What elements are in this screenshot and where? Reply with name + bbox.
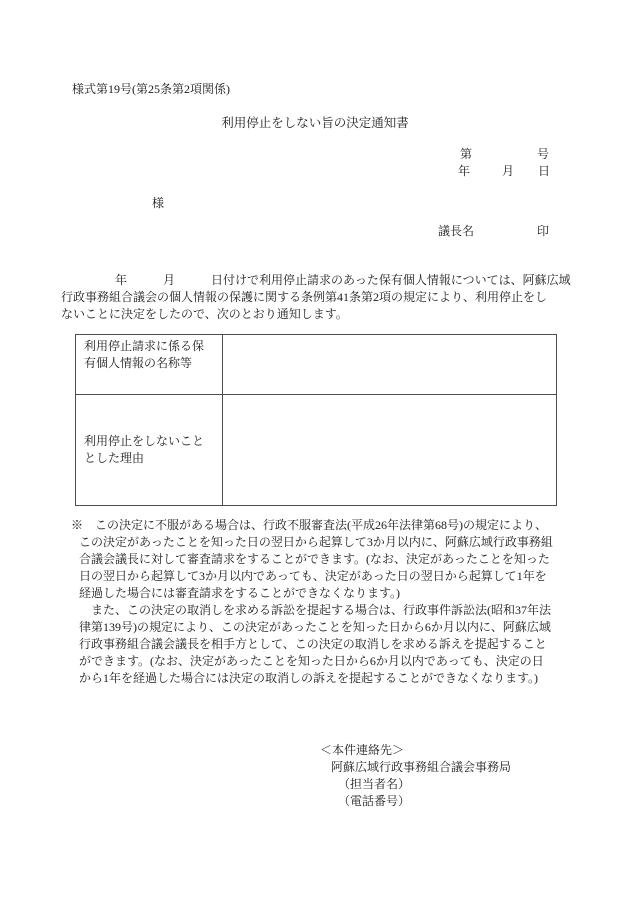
notice-line: また、この決定の取消しを求める訴訟を提起する場合は、行政事件訴訟法(昭和37年法 <box>91 603 551 617</box>
row-value-name <box>223 335 557 395</box>
contact-org: 阿蘇広域行政事務組合議会事務局 <box>331 760 512 774</box>
date-year-label: 年 <box>458 164 471 178</box>
doc-number-suffix: 号 <box>537 147 550 161</box>
notice-line: ができます。(なお、決定があったことを知った日から6か月以内であっても、決定の日 <box>79 654 544 668</box>
body-line: 行政事務組合議会の個人情報の保護に関する条例第41条第2項の規定により、利用停止をし <box>61 290 548 304</box>
doc-number-prefix: 第 <box>460 147 473 161</box>
seal-mark: 印 <box>537 224 550 238</box>
notice-line: ※ この決定に不服がある場合は、行政不服審査法(平成26年法律第68号)の規定により、 <box>71 518 547 532</box>
addressee-honorific: 様 <box>152 196 165 210</box>
table-row <box>76 395 557 506</box>
row-label-name: 利用停止請求に係る保有個人情報の名称等 <box>76 335 223 395</box>
notice-line: 合議会議長に対して審査請求をすることができます。(なお、決定があったことを知った <box>79 552 550 566</box>
notice-line: 律第139号)の規定により、この決定があったことを知った日から6か月以内に、阿蘇広域 <box>79 620 551 634</box>
notice-line: この決定があったことを知った日の翌日から起算して3か月以内に、阿蘇広域行政事務組 <box>79 535 553 549</box>
row-value-reason <box>223 395 557 506</box>
notice-line: 行政事務組合議会議長を相手方として、この決定の取消しを求める訴えを提起すること <box>79 637 547 651</box>
row-label-reason: 利用停止をしないこととした理由 <box>76 395 223 506</box>
date-day-label: 日 <box>538 164 551 178</box>
notice-line: 経過した場合には審査請求をすることができなくなります。) <box>79 586 401 600</box>
date-month-label: 月 <box>502 164 515 178</box>
body-line: 年 月 日付けで利用停止請求のあった保有個人情報については、阿蘇広域 <box>115 273 571 287</box>
page-title: 利用停止をしない旨の決定通知書 <box>221 116 409 130</box>
contact-phone-label: （電話番号） <box>338 794 411 808</box>
contact-person-label: （担当者名） <box>338 777 411 791</box>
notice-line: 日の翌日から起算して3か月以内であっても、決定があった日の翌日から起算して1年を <box>79 569 547 583</box>
form-number: 様式第19号(第25条第2項関係) <box>72 82 230 96</box>
table-row <box>76 335 557 395</box>
body-line: ないことに決定をしたので、次のとおり通知します。 <box>61 307 348 321</box>
contact-heading: ＜本件連絡先＞ <box>320 743 405 757</box>
signer-label: 議長名 <box>438 224 475 238</box>
info-table <box>75 334 557 506</box>
notice-line: から1年を経過した場合には決定の取消しの訴えを提起することができなくなります。) <box>79 671 539 685</box>
